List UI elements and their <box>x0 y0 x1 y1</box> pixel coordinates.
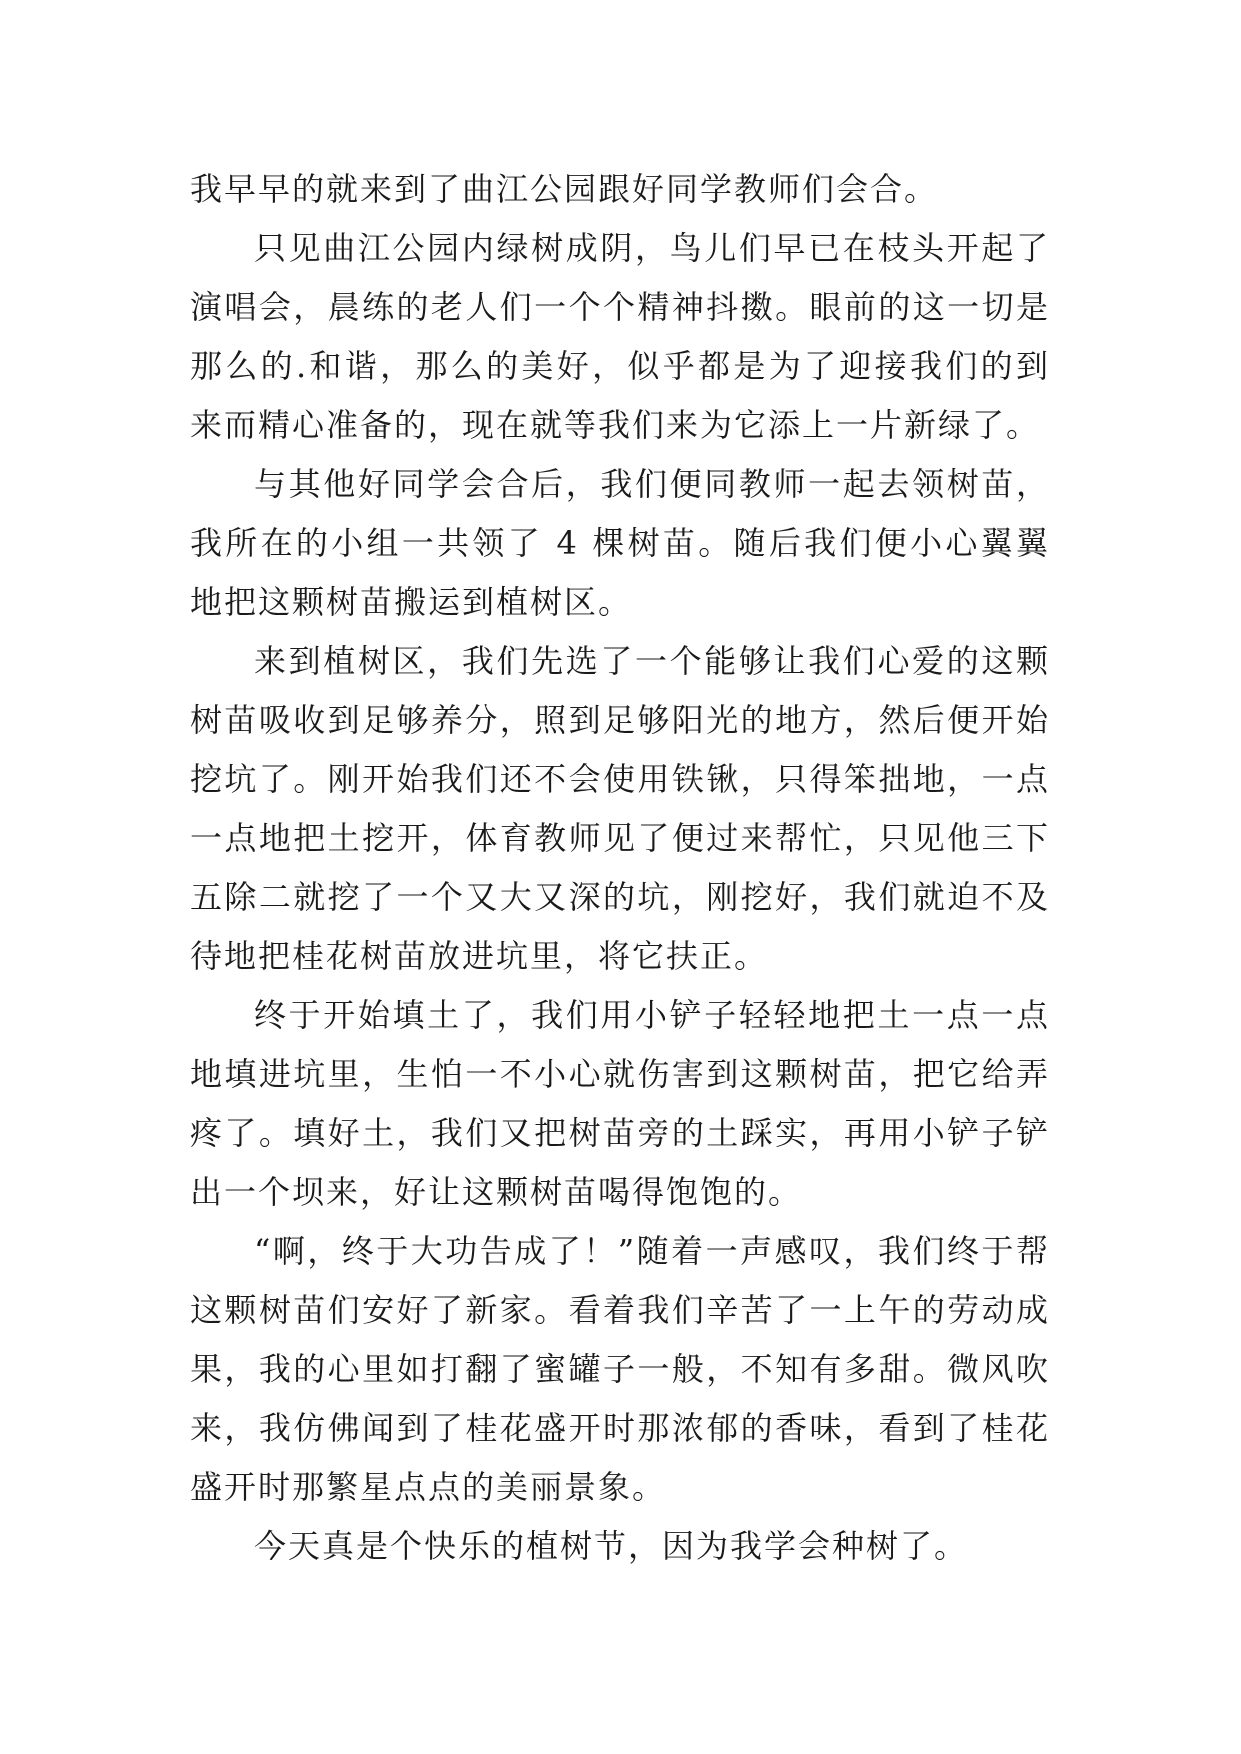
paragraph-1: 我早早的就来到了曲江公园跟好同学教师们会合。 <box>190 170 939 208</box>
paragraph-2: 只见曲江公园内绿树成阴，鸟儿们早已在枝头开起了演唱会，晨练的老人们一个个精神抖擞。眼前的这一切是那么的.和谐，那么的美好，似乎都是为了迎接我们的到来而精心准备的，现在就等我们来为它添上一片新绿了。 <box>190 229 1050 444</box>
paragraph-3: 与其他好同学会合后，我们便同教师一起去领树苗，我所在的小组一共领了 4 棵树苗。随后我们便小心翼翼地把这颗树苗搬运到植树区。 <box>190 465 1050 621</box>
paragraph-4: 来到植树区，我们先选了一个能够让我们心爱的这颗树苗吸收到足够养分，照到足够阳光的地方，然后便开始挖坑了。刚开始我们还不会使用铁锹，只得笨拙地，一点一点地把土挖开，体育教师见了便过来帮忙，只见他三下五除二就挖了一个又大又深的坑，刚挖好，我们就迫不及待地把桂花树苗放进坑里，将它扶正。 <box>190 642 1050 975</box>
paragraph-5: 终于开始填土了，我们用小铲子轻轻地把土一点一点地填进坑里，生怕一不小心就伤害到这颗树苗，把它给弄疼了。填好土，我们又把树苗旁的土踩实，再用小铲子铲出一个坝来，好让这颗树苗喝得饱饱的。 <box>190 996 1050 1211</box>
document-body <box>190 160 1050 1576</box>
paragraph-7: 今天真是个快乐的植树节，因为我学会种树了。 <box>254 1527 969 1565</box>
paragraph-6: “啊，终于大功告成了！”随着一声感叹，我们终于帮这颗树苗们安好了新家。看着我们辛苦了一上午的劳动成果，我的心里如打翻了蜜罐子一般，不知有多甜。微风吹来，我仿佛闻到了桂花盛开时那浓郁的香味，看到了桂花盛开时那繁星点点的美丽景象。 <box>190 1232 1050 1506</box>
